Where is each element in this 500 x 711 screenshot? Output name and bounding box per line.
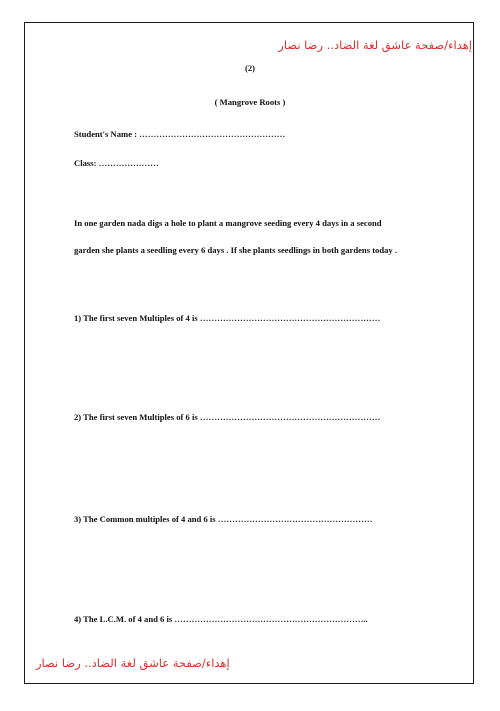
- page-border: [24, 22, 474, 684]
- question-4: 4) The L.C.M. of 4 and 6 is …………………………………………………………..: [74, 614, 368, 624]
- sheet-number: (2): [244, 63, 256, 73]
- student-name-line: Student's Name : ……………………………………………: [74, 129, 286, 139]
- problem-text-line-2: garden she plants a seedling every 6 days . If she plants seedlings in both gardens today .: [74, 245, 398, 255]
- question-2: 2) The first seven Multiples of 6 is ………………………………………………………: [74, 412, 381, 422]
- problem-text-line-1: In one garden nada digs a hole to plant a mangrove seeding every 4 days in a second: [74, 218, 382, 228]
- sheet-title: ( Mangrove Roots ): [214, 97, 286, 107]
- watermark-top: إهداء/صفحة عاشق لغة الضاد.. رضا نصار: [278, 38, 472, 52]
- question-3: 3) The Common multiples of 4 and 6 is ………………………………………………: [74, 514, 373, 524]
- class-line: Class: …………………: [74, 158, 159, 168]
- watermark-bottom: إهداء/صفحة عاشق لغة الضاد.. رضا نصار: [36, 656, 230, 670]
- question-1: 1) The first seven Multiples of 4 is ………………………………………………………: [74, 313, 381, 323]
